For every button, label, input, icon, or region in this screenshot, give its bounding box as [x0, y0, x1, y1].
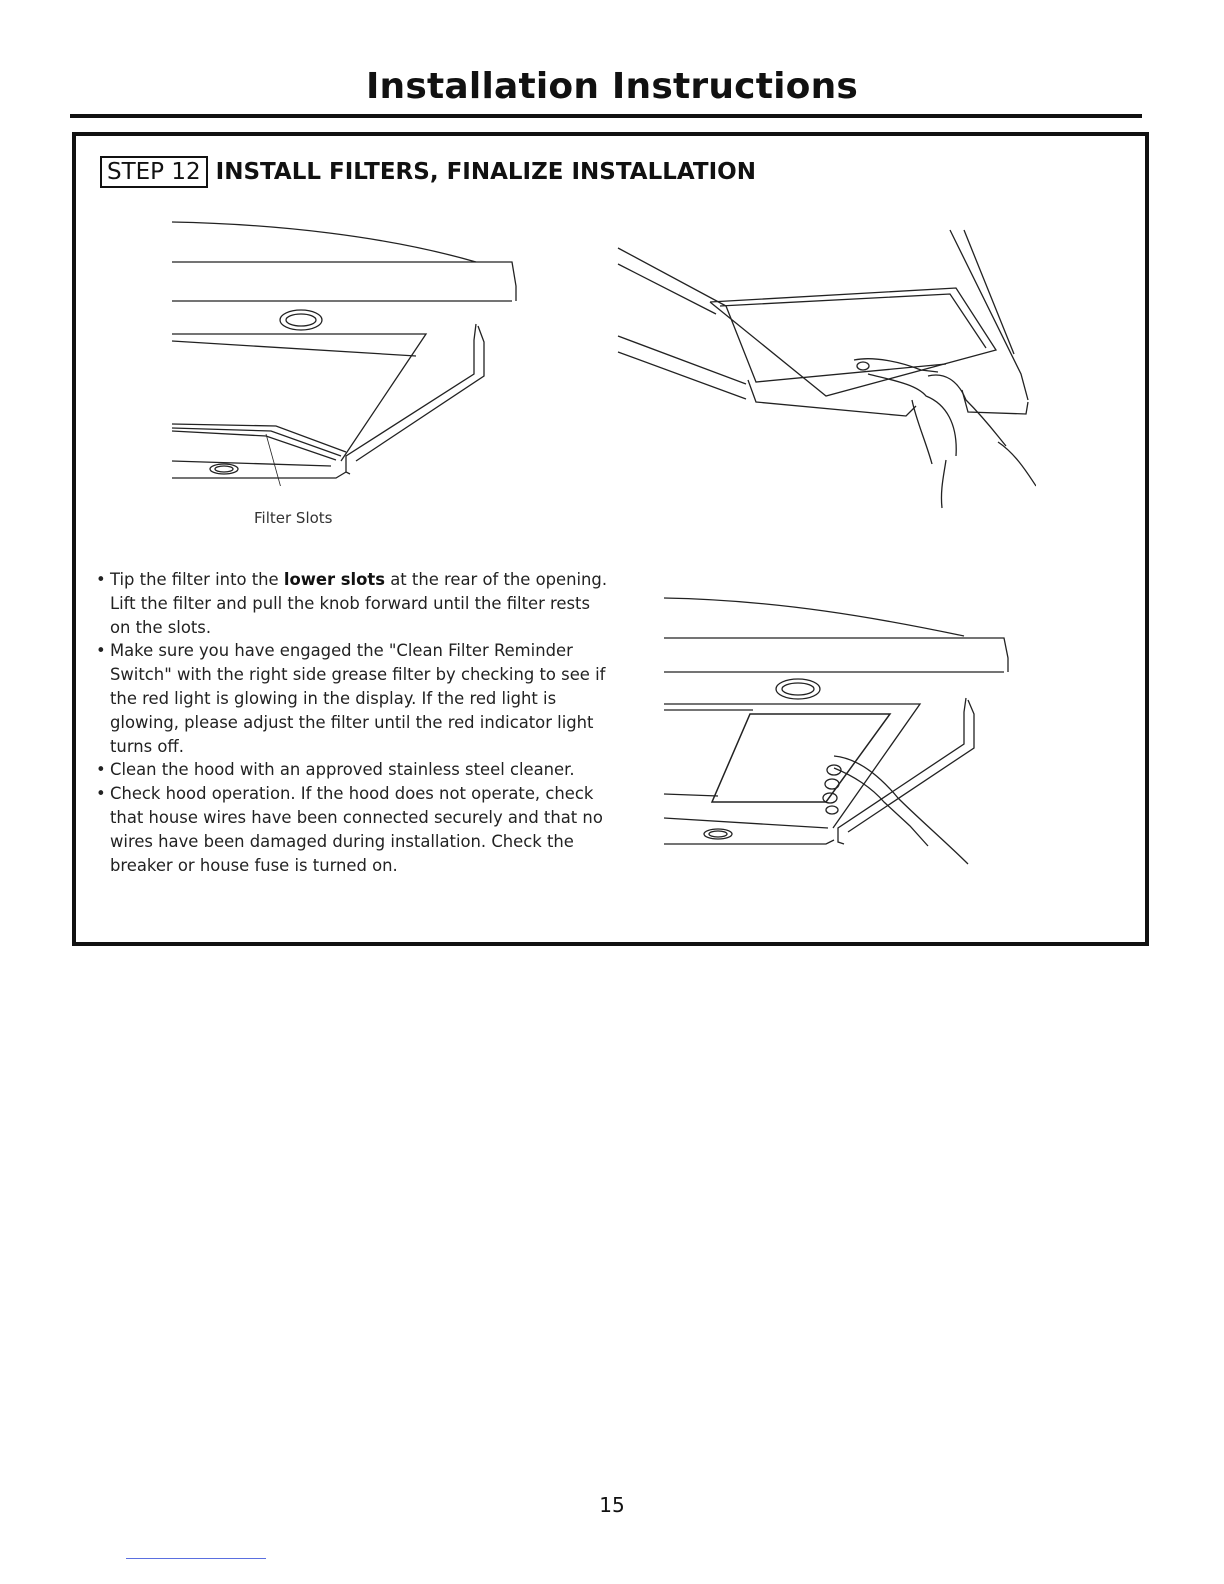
instruction-item: • Tip the filter into the lower slots at the rear of the opening. Lift the filter and pull the knob forward until the filter rests on the slots.	[94, 568, 614, 639]
step-label: STEP 12	[100, 156, 208, 188]
page-title: Installation Instructions	[365, 66, 859, 107]
instruction-item: • Clean the hood with an approved stainless steel cleaner.	[94, 758, 614, 782]
footer-link-rule	[126, 1558, 266, 1559]
installed-filter-illustration	[658, 588, 1018, 888]
step-box	[72, 132, 1149, 946]
step-title: INSTALL FILTERS, FINALIZE INSTALLATION	[215, 159, 756, 185]
step-heading	[100, 156, 756, 188]
instructions-list	[94, 568, 614, 877]
instruction-item: • Check hood operation. If the hood does not operate, check that house wires have been connected securely and that no wires have been damaged during installation. Check the breaker or house fuse is turned on.	[94, 782, 614, 877]
insert-filter-illustration	[616, 224, 1036, 514]
page-number: 15	[599, 1493, 625, 1517]
hood-underside-illustration	[166, 216, 526, 486]
filter-slots-caption: Filter Slots	[254, 509, 333, 527]
title-rule	[70, 114, 1142, 118]
instruction-item: • Make sure you have engaged the "Clean Filter Reminder Switch" with the right side grease filter by checking to see if the red light is glowing in the display. If the red light is glowing, please adjust the filter until the red indicator light turns off.	[94, 639, 614, 758]
